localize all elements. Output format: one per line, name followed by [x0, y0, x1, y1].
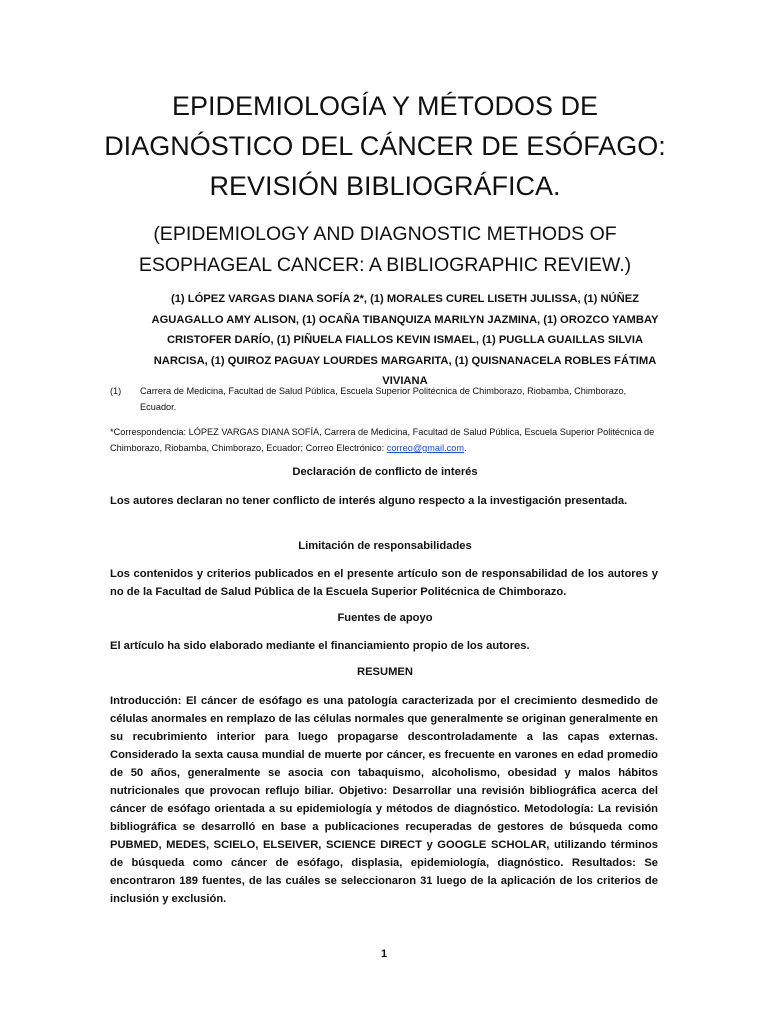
limitation-text: Los contenidos y criterios publicados en el presente artículo son de responsabilidad de los autores y no de la Facultad de Salud Pública de la Escuela Superior Politécnica de Chimborazo.: [110, 568, 658, 598]
correspondence-end: .: [464, 443, 467, 453]
funding-text: El artículo ha sido elaborado mediante el financiamiento propio de los autores.: [110, 640, 530, 652]
intro-label: Introducción:: [110, 695, 182, 707]
affiliation-number: (1): [110, 386, 122, 396]
abstract-heading: RESUMEN: [357, 666, 413, 678]
author-list: (1) LÓPEZ VARGAS DIANA SOFÍA 2*, (1) MORALES CUREL LISETH JULISSA, (1) NÚÑEZ AGUAGALLO AMY ALISON, (1) OCAÑA TIBANQUIZA MARILYN JAZMINA, (1) OROZCO YAMBAY CRISTOFER DARÍO, (1) PIÑUELA FIALLOS KEVIN ISMAEL, (1) PUGLLA GUAILLAS SILVIA NARCISA, (1) QUIROZ PAGUAY LOURDES MARGARITA, (1) QUISNANACELA ROBLES FÁTIMA VIVIANA: [151, 293, 659, 387]
funding-heading: Fuentes de apoyo: [337, 612, 433, 624]
intro-text: El cáncer de esófago es una patología caracterizada por el crecimiento desmedido de células anormales en remplazo de las células normales que generalmente se originan generalmente en su recubrimiento interior para luego propagarse descontroladamente a las capas externas. Considerado la sexta causa mundial de muerte por cáncer, es frecuente en varones en edad promedio de 50 años, generalmente se asocia con tabaquismo, alcoholismo, obesidad y malos hábitos nutricionales que provocan reflujo biliar.: [110, 695, 658, 797]
conflict-text: Los autores declaran no tener conflicto de interés alguno respecto a la investigación presentada.: [110, 495, 628, 507]
objective-label: Objetivo:: [338, 785, 388, 797]
document-subtitle: (EPIDEMIOLOGY AND DIAGNOSTIC METHODS OF ESOPHAGEAL CANCER: A BIBLIOGRAPHIC REVIEW.): [138, 223, 632, 276]
limitation-heading: Limitación de responsabilidades: [298, 540, 472, 552]
correspondence-email-link[interactable]: correo@gmail.com: [386, 443, 465, 453]
affiliation: [110, 383, 660, 415]
results-label: Resultados:: [571, 857, 636, 869]
abstract-body: [110, 692, 658, 908]
page-number: 1: [380, 948, 388, 960]
correspondence: [110, 424, 660, 456]
conflict-heading: Declaración de conflicto de interés: [292, 466, 478, 478]
method-label: Metodología:: [524, 803, 594, 815]
objective-text: Desarrollar una revisión bibliográfica acerca del cáncer de esófago orientada a su epidemiología y métodos de diagnóstico.: [110, 785, 658, 815]
results-text: Se encontraron 189 fuentes, de las cuáles se seleccionaron 31 luego de la aplicación de los criterios de inclusión y exclusión.: [110, 857, 658, 905]
method-text: La revisión bibliográfica se desarrolló en base a publicaciones recuperadas de gestores de búsqueda como PUBMED, MEDES, SCIELO, ELSEIVER, SCIENCE DIRECT y GOOGLE SCHOLAR, utilizando términos de búsqueda como cáncer de esófago, displasia, epidemiología, diagnóstico.: [110, 803, 658, 869]
document-title: EPIDEMIOLOGÍA Y MÉTODOS DE DIAGNÓSTICO DEL CÁNCER DE ESÓFAGO: REVISIÓN BIBLIOGRÁFICA.: [104, 91, 666, 201]
correspondence-text: *Correspondencia: LÓPEZ VARGAS DIANA SOFÍA, Carrera de Medicina, Facultad de Salud Pública, Escuela Superior Politécnica de Chimborazo, Riobamba, Chimborazo, Ecuador; Correo Electrónico:: [110, 427, 655, 453]
affiliation-text: Carrera de Medicina, Facultad de Salud Pública, Escuela Superior Politécnica de Chimborazo, Riobamba, Chimborazo, Ecuador.: [140, 386, 627, 412]
